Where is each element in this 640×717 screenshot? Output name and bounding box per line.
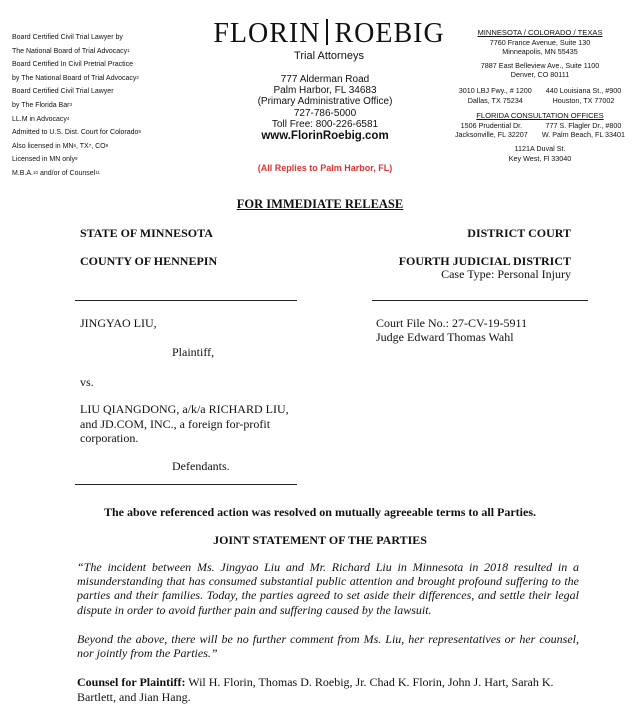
court-name: DISTRICT COURT bbox=[467, 226, 571, 240]
address-line: (Primary Administrative Office) bbox=[257, 96, 393, 108]
caption-rule-left bbox=[75, 300, 297, 301]
counsel-block bbox=[77, 675, 579, 704]
joint-statement-title: JOINT STATEMENT OF THE PARTIES bbox=[213, 533, 427, 547]
plaintiff-label: Plaintiff, bbox=[172, 345, 215, 359]
offices-header-florida: FLORIDA CONSULTATION OFFICES bbox=[476, 111, 604, 121]
firm-name-right: ROEBIG bbox=[334, 18, 445, 49]
firm-subtitle: Trial Attorneys bbox=[294, 50, 364, 62]
credential-line: M.B.A.$^{10}$ and/or of Counsel$^{11}$ bbox=[12, 169, 100, 177]
office-mn: 7760 France Avenue, Suite 130 Minneapolis, MN 55435 bbox=[489, 37, 591, 57]
judge-name: Judge Edward Thomas Wahl bbox=[376, 330, 514, 344]
credential-line: Licensed in MN only$^9$ bbox=[12, 156, 78, 164]
court-file-number: Court File No.: 27-CV-19-5911 bbox=[376, 316, 528, 330]
court-county: COUNTY OF HENNEPIN bbox=[80, 254, 218, 268]
credential-line: LL.M in Advocacy$^4$ bbox=[12, 115, 70, 123]
office-fl-jacksonville: 1506 Prudential Dr. Jacksonville, FL 32207 bbox=[454, 120, 528, 140]
office-locations bbox=[440, 28, 640, 163]
counsel-label: Counsel for Plaintiff: bbox=[77, 675, 186, 689]
office-tx-houston: 440 Louisiana St., #900 Houston, TX 77002 bbox=[545, 85, 622, 105]
statement-paragraph-1: “The incident between Ms. Jingyao Liu and Mr. Richard Liu in Minnesota in 2018 resulted in a misunderstanding that has consumed substantial public attention and brought profound suffering to the parties and their families. Today, the parties agreed to set aside their differences, and settle their legal dispute in order to avoid further pain and suffering caused by the lawsuit. bbox=[77, 560, 579, 617]
caption-rule-right bbox=[372, 300, 588, 301]
vs-label: vs. bbox=[80, 375, 94, 389]
counsel-names: Wil H. Florin, Thomas D. Roebig, Jr. Chad K. Florin, John J. Hart, Sarah K. Bartlett, and Jian Hang. bbox=[77, 675, 554, 704]
address-line: Palm Harbor, FL 34683 bbox=[273, 85, 377, 97]
logo-divider bbox=[326, 19, 328, 45]
plaintiff-name: JINGYAO LIU, bbox=[80, 316, 157, 330]
replies-note: (All Replies to Palm Harbor, FL) bbox=[257, 163, 393, 173]
firm-website: www.FlorinRoebig.com bbox=[261, 130, 389, 143]
credential-line: Admitted to U.S. Dist. Court for Colorado$^5$ bbox=[12, 129, 141, 137]
caption-rule-bottom bbox=[75, 484, 297, 485]
office-co: 7887 East Belleview Ave., Suite 1100 Denver, CO 80111 bbox=[480, 60, 600, 80]
defendants-label: Defendants. bbox=[172, 459, 230, 473]
office-fl-west-palm: 777 S. Flagler Dr., #800 W. Palm Beach, FL 33401 bbox=[541, 120, 626, 140]
credential-line: The National Board of Trial Advocacy$^1$ bbox=[12, 47, 130, 55]
statement-paragraph-2: Beyond the above, there will be no further comment from Ms. Liu, her representatives or her counsel, nor jointly from the Parties.” bbox=[77, 632, 579, 661]
office-fl-key-west: 1121A Duval St. Key West, Fl 33040 bbox=[508, 143, 572, 163]
credentials-list bbox=[12, 31, 202, 181]
address-line: Toll Free: 800-226-6581 bbox=[271, 118, 379, 130]
credential-line: Also licensed in $MN^6$, $TX^7$, $CO^8$ bbox=[12, 142, 109, 150]
case-type: Case Type: Personal Injury bbox=[441, 267, 571, 281]
credential-line: Board Certified In Civil Pretrial Practice bbox=[12, 61, 133, 69]
credential-line: by The National Board of Trial Advocacy$^2$ bbox=[12, 74, 139, 82]
credential-line: Board Certified Civil Trial Lawyer bbox=[12, 88, 114, 96]
offices-header-mn-co-tx: MINNESOTA / COLORADO / TEXAS bbox=[477, 28, 603, 37]
firm-logo bbox=[200, 19, 458, 49]
office-tx-dallas: 3010 LBJ Fwy., # 1200 Dallas, TX 75234 bbox=[458, 85, 532, 105]
credential-line: by The Florida Bar$^3$ bbox=[12, 101, 72, 109]
address-line: 727-786-5000 bbox=[293, 107, 357, 119]
court-district: FOURTH JUDICIAL DISTRICT bbox=[398, 254, 571, 268]
resolution-statement: The above referenced action was resolved on mutually agreeable terms to all Parties. bbox=[103, 505, 537, 519]
release-title: FOR IMMEDIATE RELEASE bbox=[236, 197, 404, 211]
defendant-names: LIU QIANGDONG, a/k/a RICHARD LIU, and JD.COM, INC., a foreign for-profit corporation. bbox=[80, 402, 289, 445]
firm-address bbox=[220, 74, 430, 142]
court-state: STATE OF MINNESOTA bbox=[80, 226, 213, 240]
firm-name-left: FLORIN bbox=[213, 18, 321, 49]
credential-line: Board Certified Civil Trial Lawyer by bbox=[12, 34, 123, 41]
address-line: 777 Alderman Road bbox=[280, 74, 370, 85]
